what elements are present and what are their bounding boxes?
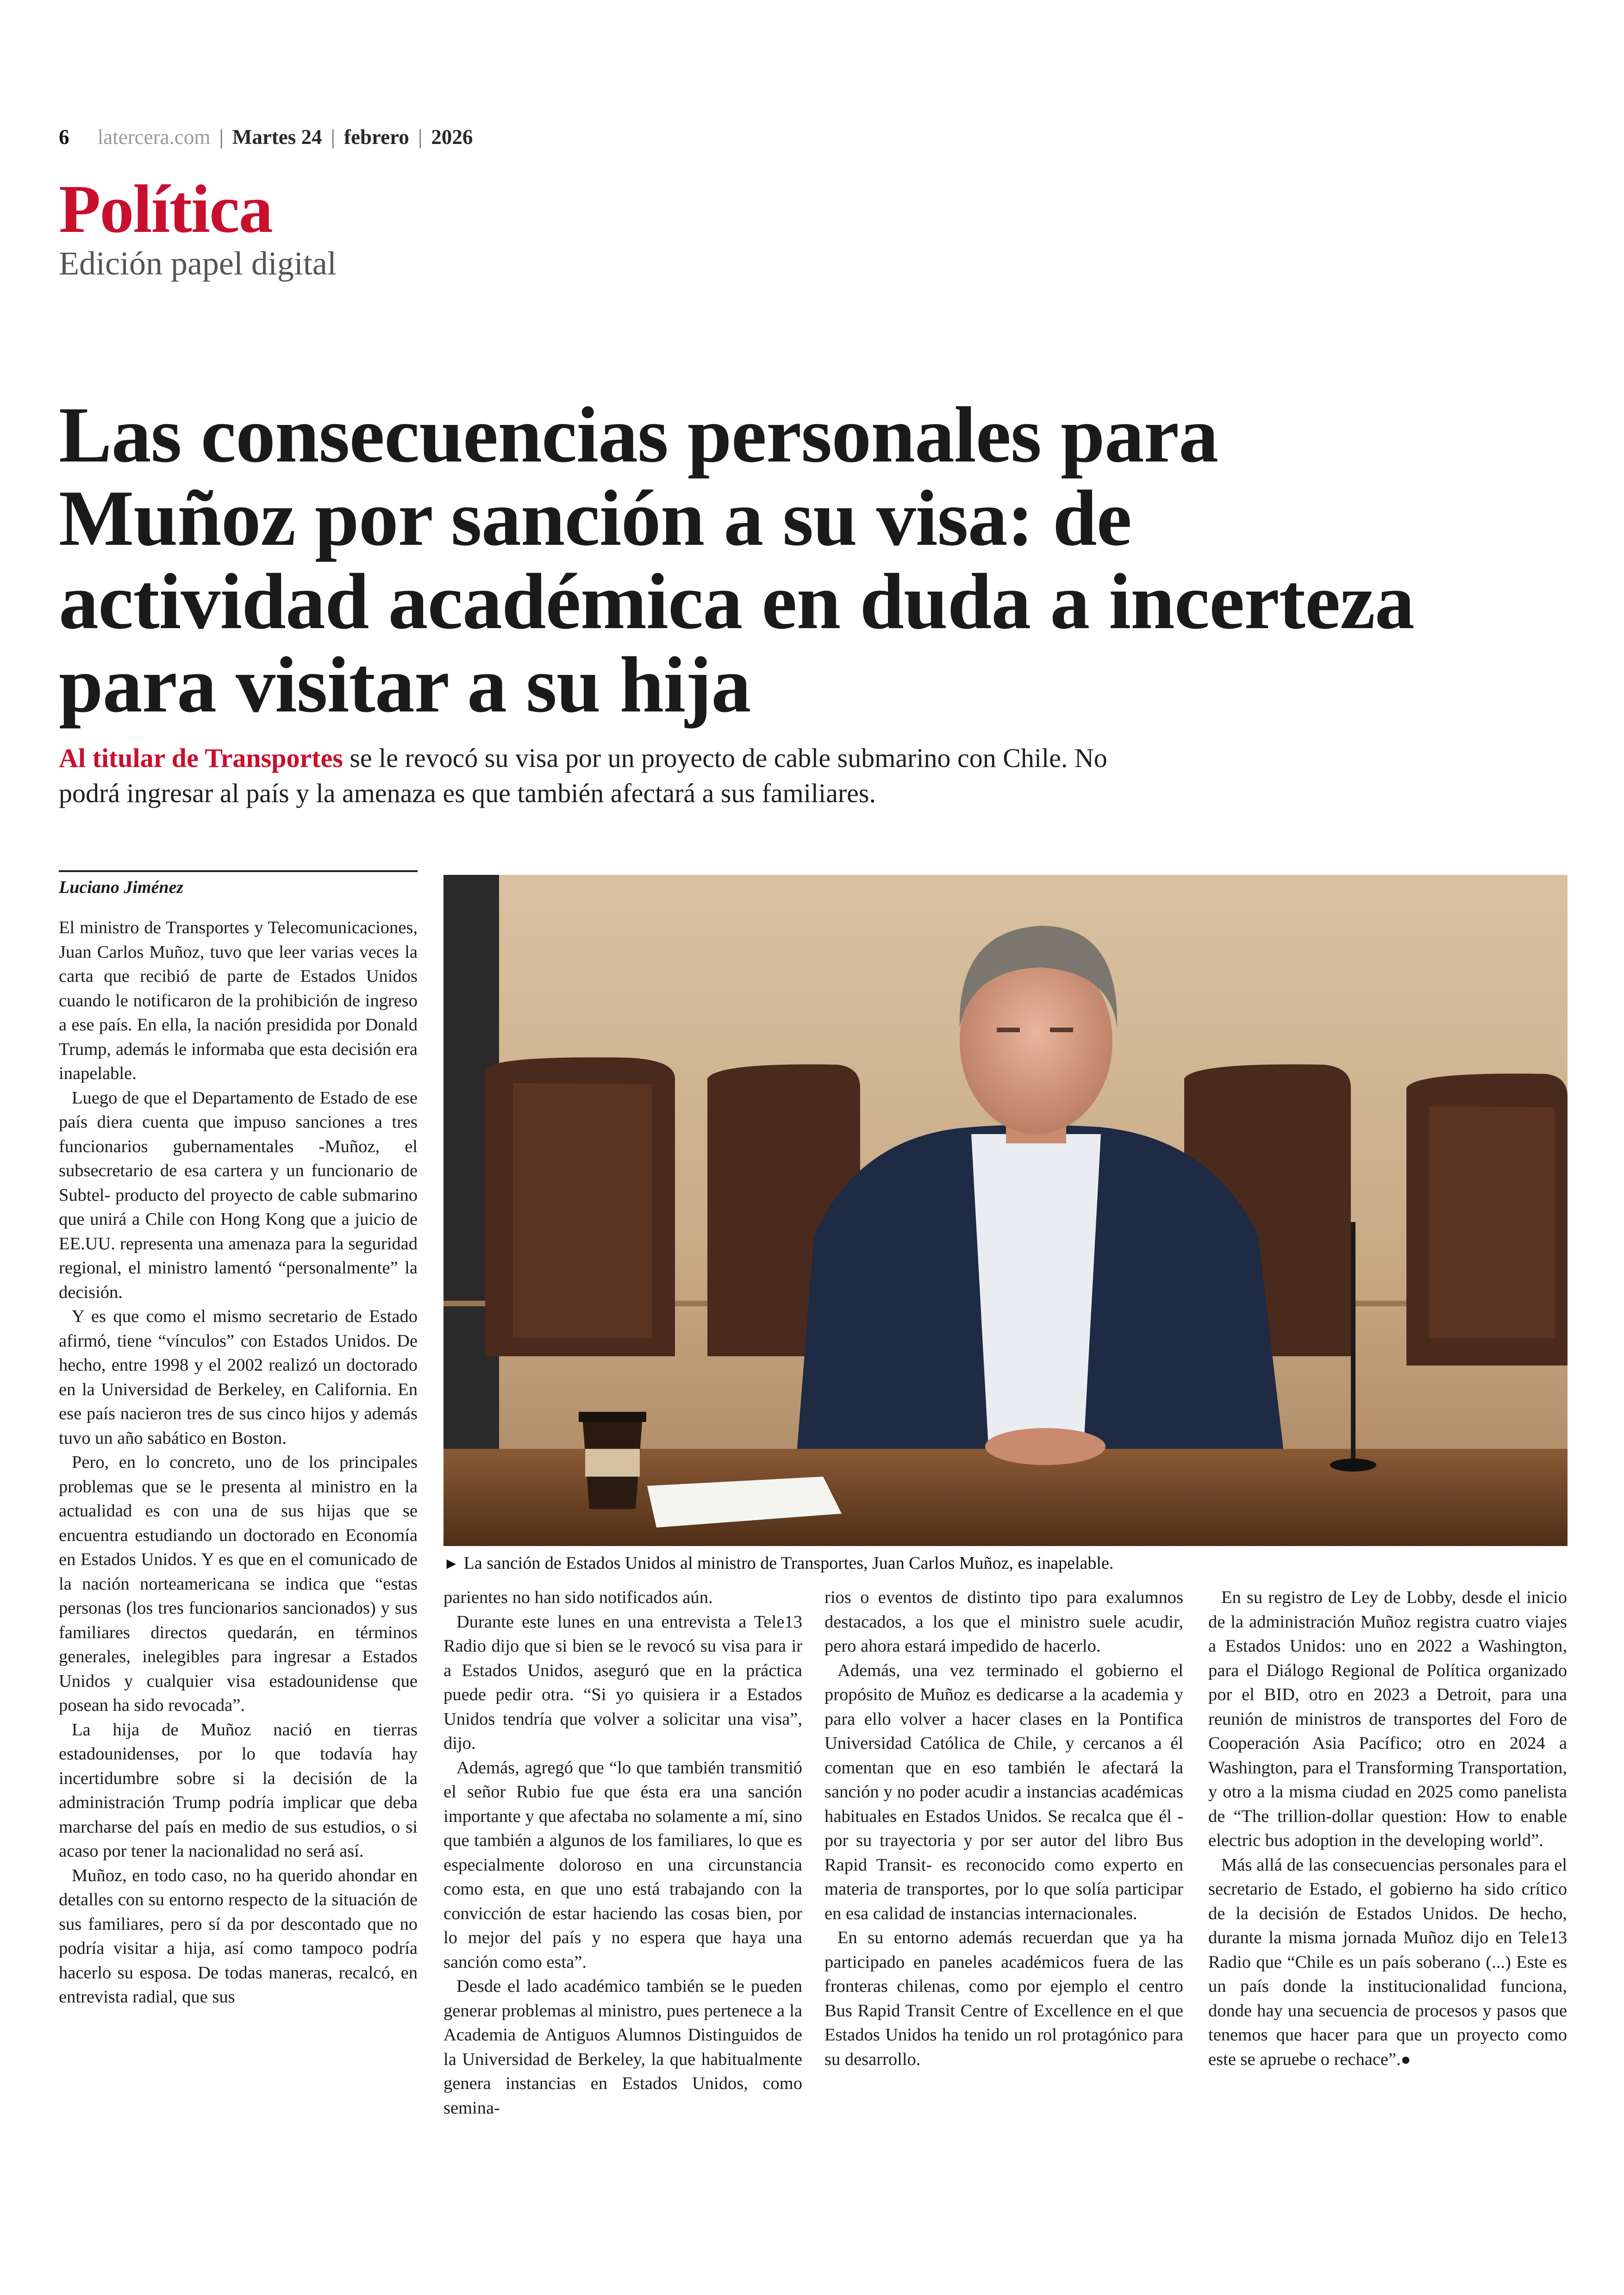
deck-text: se le revocó su visa por un proyecto de cable submarino con Chile. No podrá ingresar al país y la amenaza es que también afectará a sus familiares. — [59, 743, 1107, 808]
paragraph: Además, una vez terminado el gobierno el propósito de Muñoz es dedicarse a la academia y para ello volver a hacer clases en la Pontifica Universidad Católica de Chile, y cercanos a él comentan que en eso también le afectará la sanción y no poder acudir a instancias académicas habituales en Estados Unidos. Se recalca que él -por su trayectoria y por ser autor del libro Bus Rapid Transit- es reconocido como experto en materia de transportes, por lo que solía participar en esa calidad de instancias internacionales. — [824, 1660, 1183, 1923]
paragraph: En su entorno además recuerdan que ya ha participado en paneles académicos fuera de las fronteras chilenas, como por ejemplo el centro Bus Rapid Transit Centre of Excellence en el que Estados Unidos ha tenido un rol protagónico para su desarrollo. — [824, 1928, 1183, 2069]
folio-year: 2026 — [431, 125, 473, 149]
folio-day: Martes 24 — [232, 125, 322, 149]
article-column-4 — [1208, 1585, 1567, 2071]
folio-separator: | — [331, 125, 335, 149]
paragraph — [1208, 1853, 1567, 2072]
byline-rule — [59, 870, 418, 872]
article-column-1 — [59, 916, 418, 2009]
paragraph: En su registro de Ley de Lobby, desde el inicio de la administración Muñoz registra cuatro viajes a Estados Unidos: uno en 2022 a Washington, para el Diálogo Regional de Política organizado por el BID, otro en 2023 a Detroit, para una reunión de ministros de transportes del Foro de Cooperación Asia Pacífico; otro en 2024 a Washington, para el Transforming Transportation, y otro a la misma ciudad en 2025 como panelista de “The trillion-dollar question: How to enable electric bus adoption in the developing world”. — [1208, 1588, 1567, 1850]
caption-arrow-icon: ► — [443, 1555, 459, 1572]
paragraph: Luego de que el Departamento de Estado de ese país diera cuenta que impuso sanciones a tres funcionarios gubernamentales -Muñoz, el subsecretario de esa cartera y un funcionario de Subtel- producto del proyecto de cable submarino que unirá a Chile con Hong Kong que a juicio de EE.UU. representa una amenaza para la seguridad regional, el ministro lamentó “personalmente” la decisión. — [59, 1088, 418, 1302]
folio-separator: | — [418, 125, 423, 149]
paragraph: Durante este lunes en una entrevista a Tele13 Radio dijo que si bien se le revocó su visa para ir a Estados Unidos, aseguró que en la práctica puede pedir otra. “Si yo quisiera ir a Estados Unidos tendría que volver a solicitar una visa”, dijo. — [443, 1612, 802, 1753]
deck-kicker: Al titular de Transportes — [59, 743, 343, 773]
section-subtitle: Edición papel digital — [59, 245, 337, 282]
article-headline: Las consecuencias personales para Muñoz por sanción a su visa: de actividad académica en duda a incerteza para visitar a su hija — [59, 391, 1414, 729]
paragraph-text: Más allá de las consecuencias personales para el secretario de Estado, el gobierno ha sido crítico de la decisión de Estados Unidos. De hecho, durante la misma jornada Muñoz dijo en Tele13 Radio que “Chile es un país soberano (...) Este es un país donde la institucionalidad funciona, donde hay una secuencia de procesos y pasos que tenemos que hacer para que un proyecto como este se apruebe o rechace”. — [1208, 1855, 1567, 2069]
paragraph: Muñoz, en todo caso, no ha querido ahondar en detalles con su entorno respecto de la situación de sus familiares, pero sí da por descontado que no podría visitar a hija, así como tampoco podría hacerlo su esposa. De todas maneras, recalcó, en entrevista radial, que sus — [59, 1865, 418, 2007]
end-mark-icon: ● — [1400, 2050, 1411, 2069]
article-photo — [443, 875, 1568, 1546]
page-folio — [59, 124, 473, 150]
paragraph: Además, agregó que “lo que también transmitió el señor Rubio fue que ésta era una sanción importante y que afectaba no solamente a mí, sino que también a algunos de los familiares, lo que es especialmente doloroso en una circunstancia como esta, en que uno está trabajando con la convicción de estar haciendo las cosas bien, por lo mejor del país y no espera que haya una sanción como esta”. — [443, 1758, 802, 1972]
caption-text: La sanción de Estados Unidos al ministro de Transportes, Juan Carlos Muñoz, es inapelable. — [463, 1553, 1114, 1573]
photo-caption — [443, 1552, 1113, 1575]
paragraph: Y es que como el mismo secretario de Estado afirmó, tiene “vínculos” con Estados Unidos. De hecho, entre 1998 y el 2002 realizó un doctorado en la Universidad de Berkeley, en California. En ese país nacieron tres de sus cinco hijos y además tuvo un año sabático en Boston. — [59, 1307, 418, 1448]
page-number: 6 — [59, 125, 69, 149]
byline: Luciano Jiménez — [59, 878, 184, 897]
paragraph: El ministro de Transportes y Telecomunicaciones, Juan Carlos Muñoz, tuvo que leer varias veces la carta que recibió de parte de Estados Unidos cuando le notificaron de la prohibición de ingreso a ese país. En ella, la nación presidida por Donald Trump, además le informaba que esta decisión era inapelable. — [59, 918, 418, 1083]
paragraph: Pero, en lo concreto, uno de los principales problemas que se le presenta al ministro en la actualidad es con una de sus hijas que se encuentra estudiando un doctorado en Economía en Estados Unidos. Y es que en el comunicado de la nación norteamericana se indica que “estas personas (los tres funcionarios sancionados) y sus familiares directos quedarán, en términos generales, inelegibles para ingresar a Estados Unidos y cualquier visa estadounidense que posean ha sido revocada”. — [59, 1453, 418, 1715]
paragraph: Desde el lado académico también se le pueden generar problemas al ministro, pues pertenece a la Academia de Antiguos Alumnos Distinguidos de la Universidad de Berkeley, la que habitualmente genera instancias en Estados Unidos, como semina- — [443, 1977, 802, 2118]
paragraph: La hija de Muñoz nació en tierras estadounidenses, por lo que todavía hay incertidumbre sobre si la decisión de la administración Trump podría implicar que deba marcharse del país en medio de sus estudios, o si acaso por tener la nacionalidad no será así. — [59, 1720, 418, 1861]
article-deck — [59, 741, 1170, 811]
article-column-2 — [443, 1585, 802, 2120]
paragraph: rios o eventos de distinto tipo para exalumnos destacados, a los que el ministro suele acudir, pero ahora estará impedido de hacerlo. — [824, 1588, 1183, 1656]
photo-illustration — [443, 875, 1568, 1546]
folio-separator: | — [219, 125, 224, 149]
section-title: Política — [59, 171, 272, 247]
site-name[interactable]: latercera.com — [97, 125, 211, 149]
paragraph: parientes no han sido notificados aún. — [443, 1588, 713, 1607]
article-column-3 — [824, 1585, 1183, 2071]
folio-month: febrero — [344, 125, 409, 149]
